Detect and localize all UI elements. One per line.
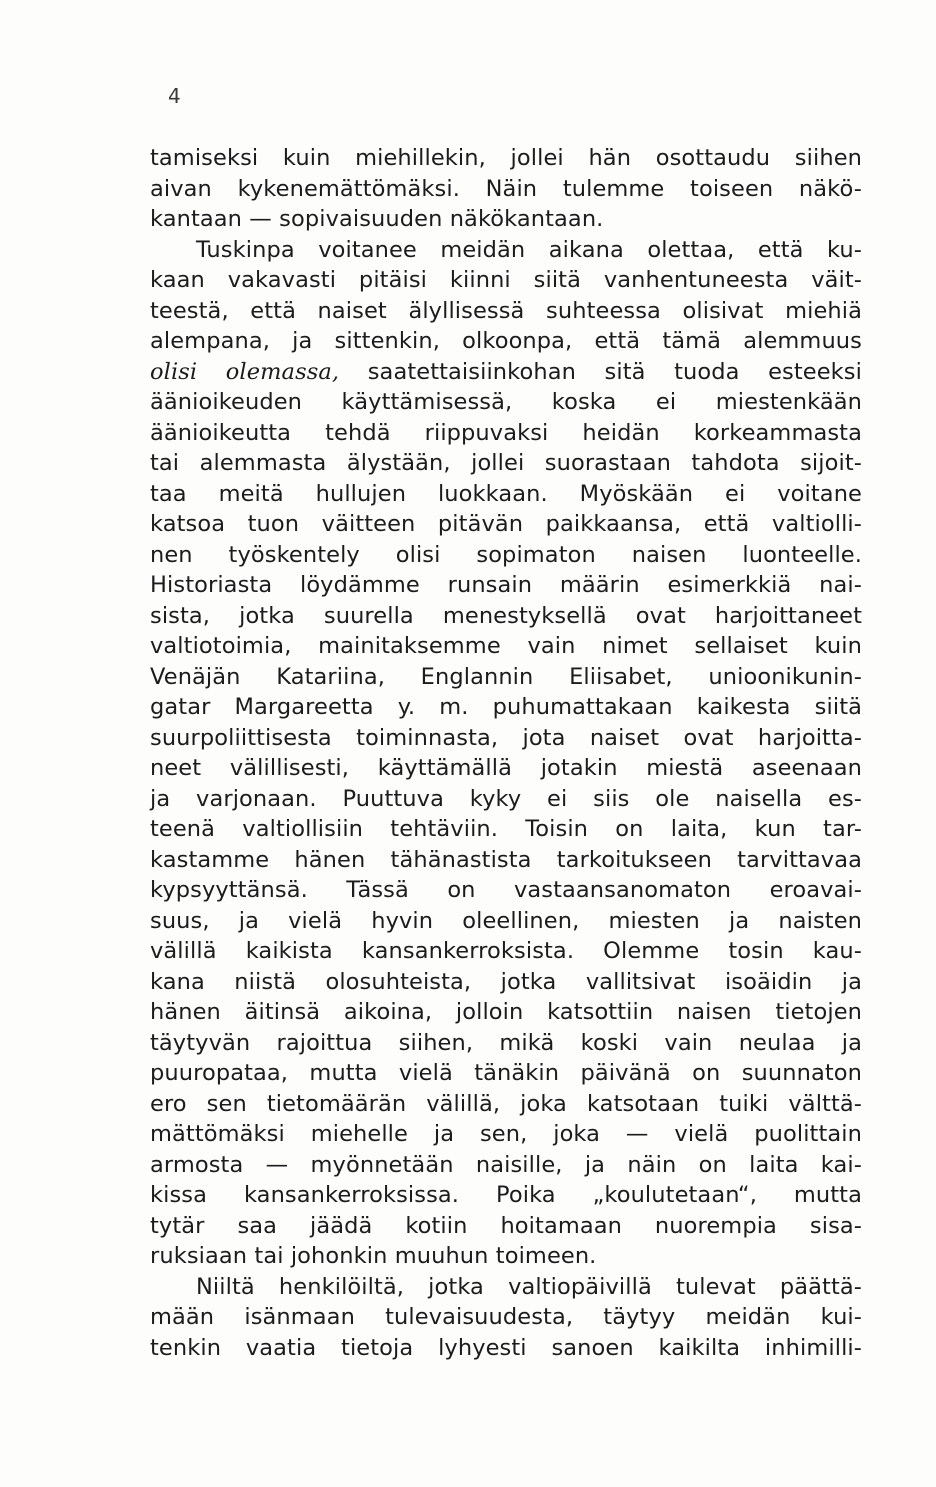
text-line: taa meitä hullujen luokkaan. Myöskään ei voitane xyxy=(150,480,862,507)
text-line: äänioikeuden käyttämisessä, koska ei miestenkään xyxy=(150,389,862,415)
text-line: kypsyyttänsä. Tässä on vastaansanomaton eroavai- xyxy=(150,877,862,903)
text-line: Tuskinpa voitanee meidän aikana olettaa, että ku- xyxy=(196,236,862,263)
text-line: puuropataa, mutta vielä tänäkin päivänä on suunnaton xyxy=(150,1060,862,1086)
text-line: kastamme hänen tähänastista tarkoitukseen tarvittavaa xyxy=(150,846,862,873)
text-line: nen työskentely olisi sopimaton naisen luonteelle. xyxy=(150,541,862,568)
italic-phrase: olisi olemassa, xyxy=(150,358,340,385)
paragraph xyxy=(150,143,862,235)
text-line: mättömäksi miehelle ja sen, joka — vielä puolittain xyxy=(150,1121,862,1147)
text-line: Venäjän Katariina, Englannin Eliisabet, unioonikunin- xyxy=(150,663,862,690)
text-line: katsoa tuon väitteen pitävän paikkaansa, että valtiolli- xyxy=(150,511,862,537)
text-line: välillä kaikista kansankerroksista. Olemme tosin kau- xyxy=(150,938,862,964)
page-number: 4 xyxy=(168,84,181,108)
text-line: kaan vakavasti pitäisi kiinni siitä vanhentuneesta väit- xyxy=(150,267,862,293)
text-line: hänen äitinsä aikoina, jolloin katsottiin naisen tietojen xyxy=(150,999,862,1025)
text-line-with-italic xyxy=(150,357,862,388)
paragraph xyxy=(150,235,862,1272)
text-line: kissa kansankerroksissa. Poika „koulutetaan“, mutta xyxy=(150,1182,862,1208)
text-line: gatar Margareetta y. m. puhumattakaan kaikesta siitä xyxy=(150,694,862,720)
text-line: teenä valtiollisiin tehtäviin. Toisin on laita, kun tar- xyxy=(150,816,862,842)
text-line: tai alemmasta älystään, jollei suorastaan tahdota sijoit- xyxy=(150,450,862,476)
paragraph xyxy=(150,1272,862,1364)
text-line: tytär saa jäädä kotiin hoitamaan nuorempia sisa- xyxy=(150,1212,862,1239)
text-line: täytyvän rajoittua siihen, mikä koski vain neulaa ja xyxy=(150,1029,862,1056)
text-line: ruksiaan tai johonkin muuhun toimeen. xyxy=(150,1243,597,1269)
text-line: sista, jotka suurella menestyksellä ovat harjoittaneet xyxy=(150,602,862,629)
text-line: valtiotoimia, mainitaksemme vain nimet sellaiset kuin xyxy=(150,633,862,659)
text-line: ero sen tietomäärän välillä, joka katsotaan tuiki välttä- xyxy=(150,1090,862,1117)
text-line: suus, ja vielä hyvin oleellinen, miesten ja naisten xyxy=(150,907,862,934)
text-line: armosta — myönnetään naisille, ja näin on laita kai- xyxy=(150,1151,862,1178)
text-line: mään isänmaan tulevaisuudesta, täytyy meidän kui- xyxy=(150,1304,862,1330)
text-line: aivan kykenemättömäksi. Näin tulemme toiseen näkö- xyxy=(150,175,862,202)
text-line: ja varjonaan. Puuttuva kyky ei siis ole naisella es- xyxy=(150,785,862,812)
text-line: kana niistä olosuhteista, jotka vallitsivat isoäidin ja xyxy=(150,968,862,995)
text-line: alempana, ja sittenkin, olkoonpa, että tämä alemmuus xyxy=(150,328,862,354)
text-line-rest: saatettaisiinkohan sitä tuoda esteeksi xyxy=(367,358,862,385)
text-line: kantaan — sopivaisuuden näkökantaan. xyxy=(150,206,604,232)
body-text xyxy=(150,143,862,1363)
text-line: Historiasta löydämme runsain määrin esimerkkiä nai- xyxy=(150,572,862,598)
text-line: tenkin vaatia tietoja lyhyesti sanoen kaikilta inhimilli- xyxy=(150,1334,862,1361)
text-line: teestä, että naiset älyllisessä suhteessa olisivat miehiä xyxy=(150,297,862,324)
text-line: neet välillisesti, käyttämällä jotakin miestä aseenaan xyxy=(150,755,862,781)
text-line: äänioikeutta tehdä riippuvaksi heidän korkeammasta xyxy=(150,419,862,446)
text-line: suurpoliittisesta toiminnasta, jota naiset ovat harjoitta- xyxy=(150,724,862,751)
text-line: tamiseksi kuin miehillekin, jollei hän osottaudu siihen xyxy=(150,145,862,171)
text-line: Niiltä henkilöiltä, jotka valtiopäivillä tulevat päättä- xyxy=(196,1273,862,1300)
